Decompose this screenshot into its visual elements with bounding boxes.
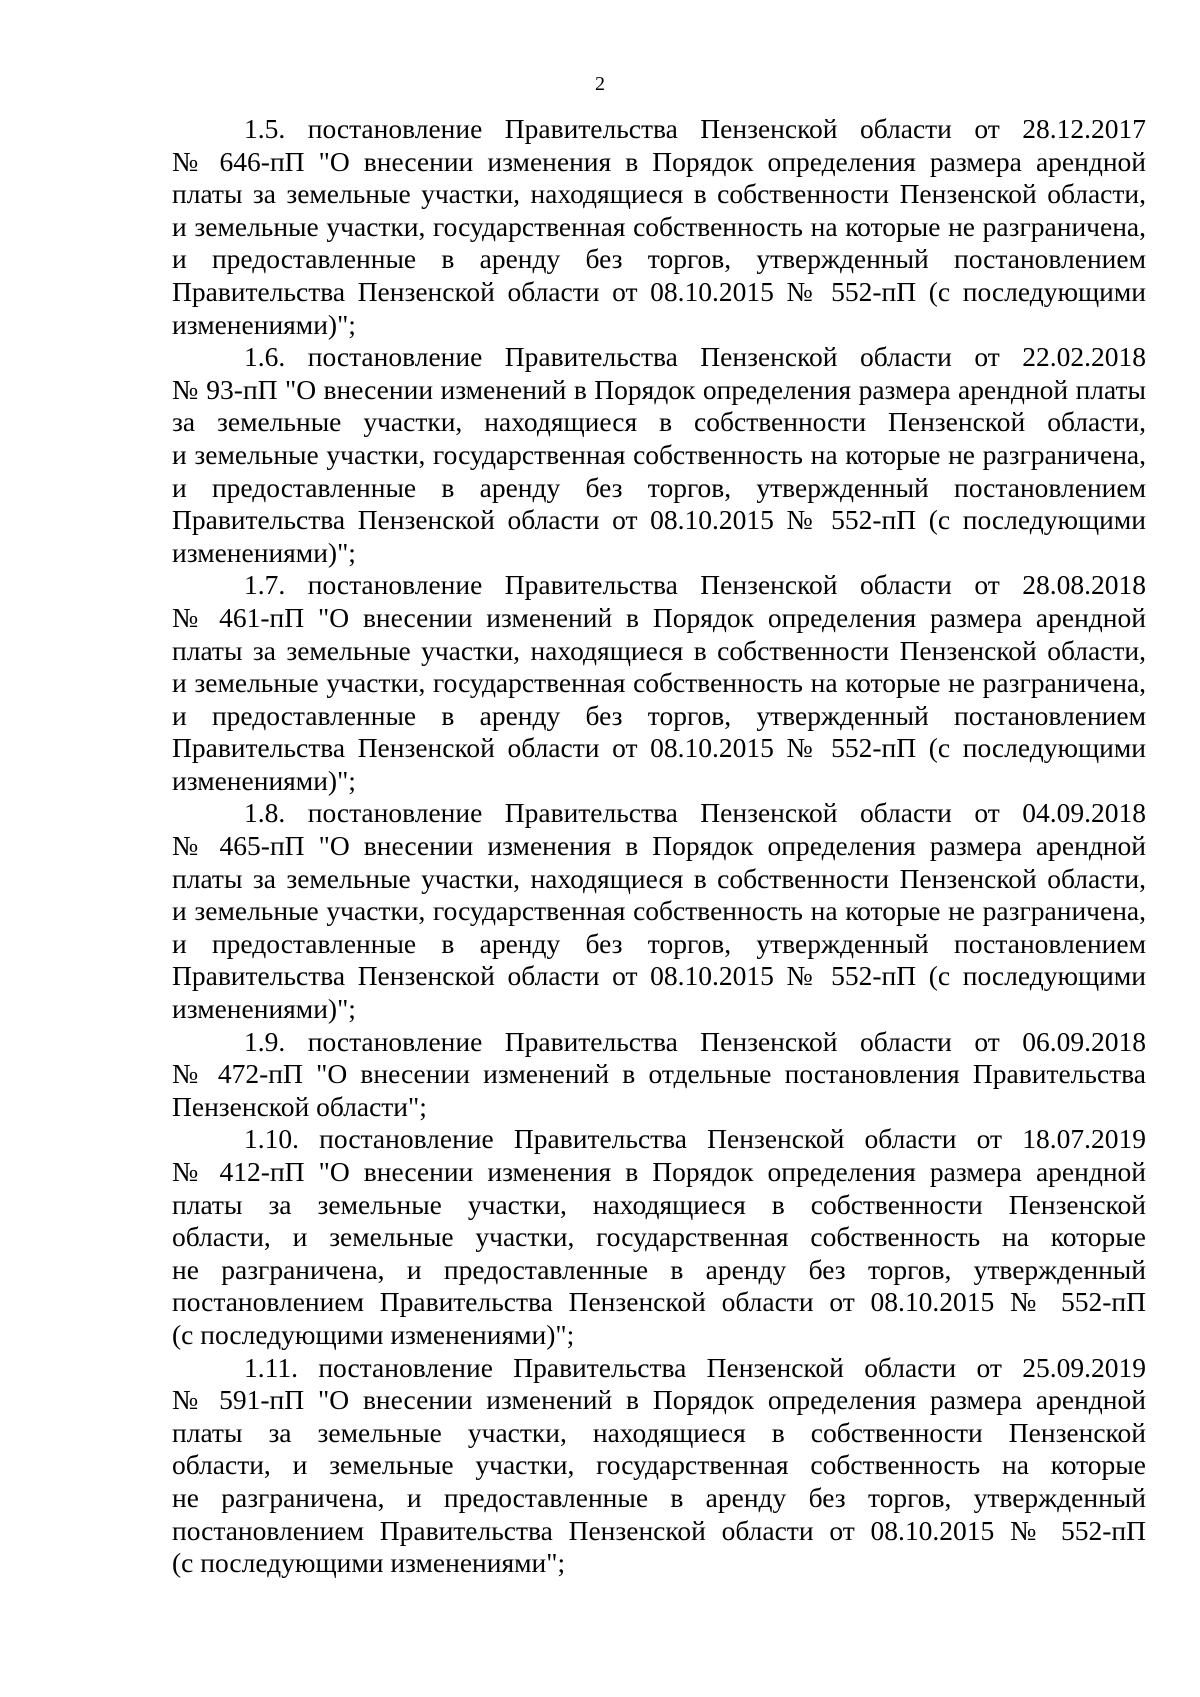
paragraph-line: (с последующими изменениями"; xyxy=(172,1547,566,1579)
list-item-paragraph xyxy=(172,797,1146,1025)
paragraph-line: не разграничена, и предоставленные в аренду без торгов, утвержденный xyxy=(172,1253,1146,1285)
paragraph-line: № 93-пП "О внесении изменений в Порядок определения размера арендной платы xyxy=(172,373,1146,405)
paragraph-line: и земельные участки, государственная собственность на которые не разграничена, xyxy=(172,438,1146,470)
paragraph-line: платы за земельные участки, находящиеся в собственности Пензенской xyxy=(172,1188,1146,1220)
paragraph-line: Пензенской области"; xyxy=(172,1090,427,1122)
paragraph-line: изменениями)"; xyxy=(172,764,356,796)
paragraph-line: № 591-пП "О внесении изменений в Порядок определения размера арендной xyxy=(172,1384,1146,1416)
paragraph-line: изменениями)"; xyxy=(172,536,356,568)
list-item-paragraph xyxy=(172,341,1146,569)
list-item-paragraph xyxy=(172,113,1146,341)
paragraph-line: платы за земельные участки, находящиеся в собственности Пензенской области, xyxy=(172,634,1146,666)
paragraph-line: и земельные участки, государственная собственность на которые не разграничена, xyxy=(172,667,1146,699)
paragraph-line: платы за земельные участки, находящиеся в собственности Пензенской области, xyxy=(172,862,1146,894)
paragraph-line: и предоставленные в аренду без торгов, утвержденный постановлением xyxy=(172,243,1146,275)
paragraph-line: Правительства Пензенской области от 08.10.2015 № 552-пП (с последующими xyxy=(172,504,1146,536)
paragraph-line: области, и земельные участки, государственная собственность на которые xyxy=(172,1221,1146,1253)
paragraph-line: № 472-пП "О внесении изменений в отдельные постановления Правительства xyxy=(172,1058,1146,1090)
paragraph-line: Правительства Пензенской области от 08.10.2015 № 552-пП (с последующими xyxy=(172,732,1146,764)
paragraph-line: Правительства Пензенской области от 08.10.2015 № 552-пП (с последующими xyxy=(172,275,1146,307)
paragraph-line: платы за земельные участки, находящиеся в собственности Пензенской области, xyxy=(172,178,1146,210)
paragraph-line: и предоставленные в аренду без торгов, утвержденный постановлением xyxy=(172,927,1146,959)
paragraph-line: постановлением Правительства Пензенской области от 08.10.2015 № 552-пП xyxy=(172,1514,1146,1546)
paragraph-line: (с последующими изменениями)"; xyxy=(172,1318,575,1350)
paragraph-line: области, и земельные участки, государственная собственность на которые xyxy=(172,1449,1146,1481)
paragraph-line: 1.6. постановление Правительства Пензенской области от 22.02.2018 xyxy=(244,341,1146,373)
list-item-paragraph xyxy=(172,1352,1146,1580)
list-item-paragraph xyxy=(172,1123,1146,1351)
paragraph-line: постановлением Правительства Пензенской области от 08.10.2015 № 552-пП xyxy=(172,1286,1146,1318)
document-body xyxy=(172,113,1146,1580)
page-number: 2 xyxy=(595,73,605,95)
paragraph-line: 1.11. постановление Правительства Пензенской области от 25.09.2019 xyxy=(244,1351,1146,1383)
paragraph-line: № 412-пП "О внесении изменения в Порядок определения размера арендной xyxy=(172,1156,1146,1187)
paragraph-line: и земельные участки, государственная собственность на которые не разграничена, xyxy=(172,895,1146,927)
list-item-paragraph xyxy=(172,1026,1146,1124)
paragraph-line: платы за земельные участки, находящиеся в собственности Пензенской xyxy=(172,1416,1146,1448)
paragraph-line: 1.8. постановление Правительства Пензенской области от 04.09.2018 xyxy=(244,797,1146,829)
paragraph-line: изменениями)"; xyxy=(172,308,356,340)
paragraph-line: изменениями)"; xyxy=(172,993,356,1025)
paragraph-line: 1.10. постановление Правительства Пензенской области от 18.07.2019 xyxy=(244,1123,1146,1155)
paragraph-line: № 465-пП "О внесении изменения в Порядок определения размера арендной xyxy=(172,830,1146,862)
paragraph-line: 1.7. постановление Правительства Пензенской области от 28.08.2018 xyxy=(244,569,1146,601)
paragraph-line: и предоставленные в аренду без торгов, утвержденный постановлением xyxy=(172,471,1146,503)
paragraph-line: № 646-пП "О внесении изменения в Порядок определения размера арендной xyxy=(172,145,1146,177)
paragraph-line: 1.9. постановление Правительства Пензенской области от 06.09.2018 xyxy=(244,1025,1146,1057)
paragraph-line: Правительства Пензенской области от 08.10.2015 № 552-пП (с последующими xyxy=(172,960,1146,992)
paragraph-line: за земельные участки, находящиеся в собственности Пензенской области, xyxy=(172,406,1146,438)
paragraph-line: № 461-пП "О внесении изменений в Порядок определения размера арендной xyxy=(172,601,1146,633)
paragraph-line: и предоставленные в аренду без торгов, утвержденный постановлением xyxy=(172,699,1146,731)
list-item-paragraph xyxy=(172,569,1146,797)
paragraph-line: не разграничена, и предоставленные в аренду без торгов, утвержденный xyxy=(172,1481,1146,1513)
paragraph-line: и земельные участки, государственная собственность на которые не разграничена, xyxy=(172,210,1146,242)
paragraph-line: 1.5. постановление Правительства Пензенской области от 28.12.2017 xyxy=(244,113,1146,144)
